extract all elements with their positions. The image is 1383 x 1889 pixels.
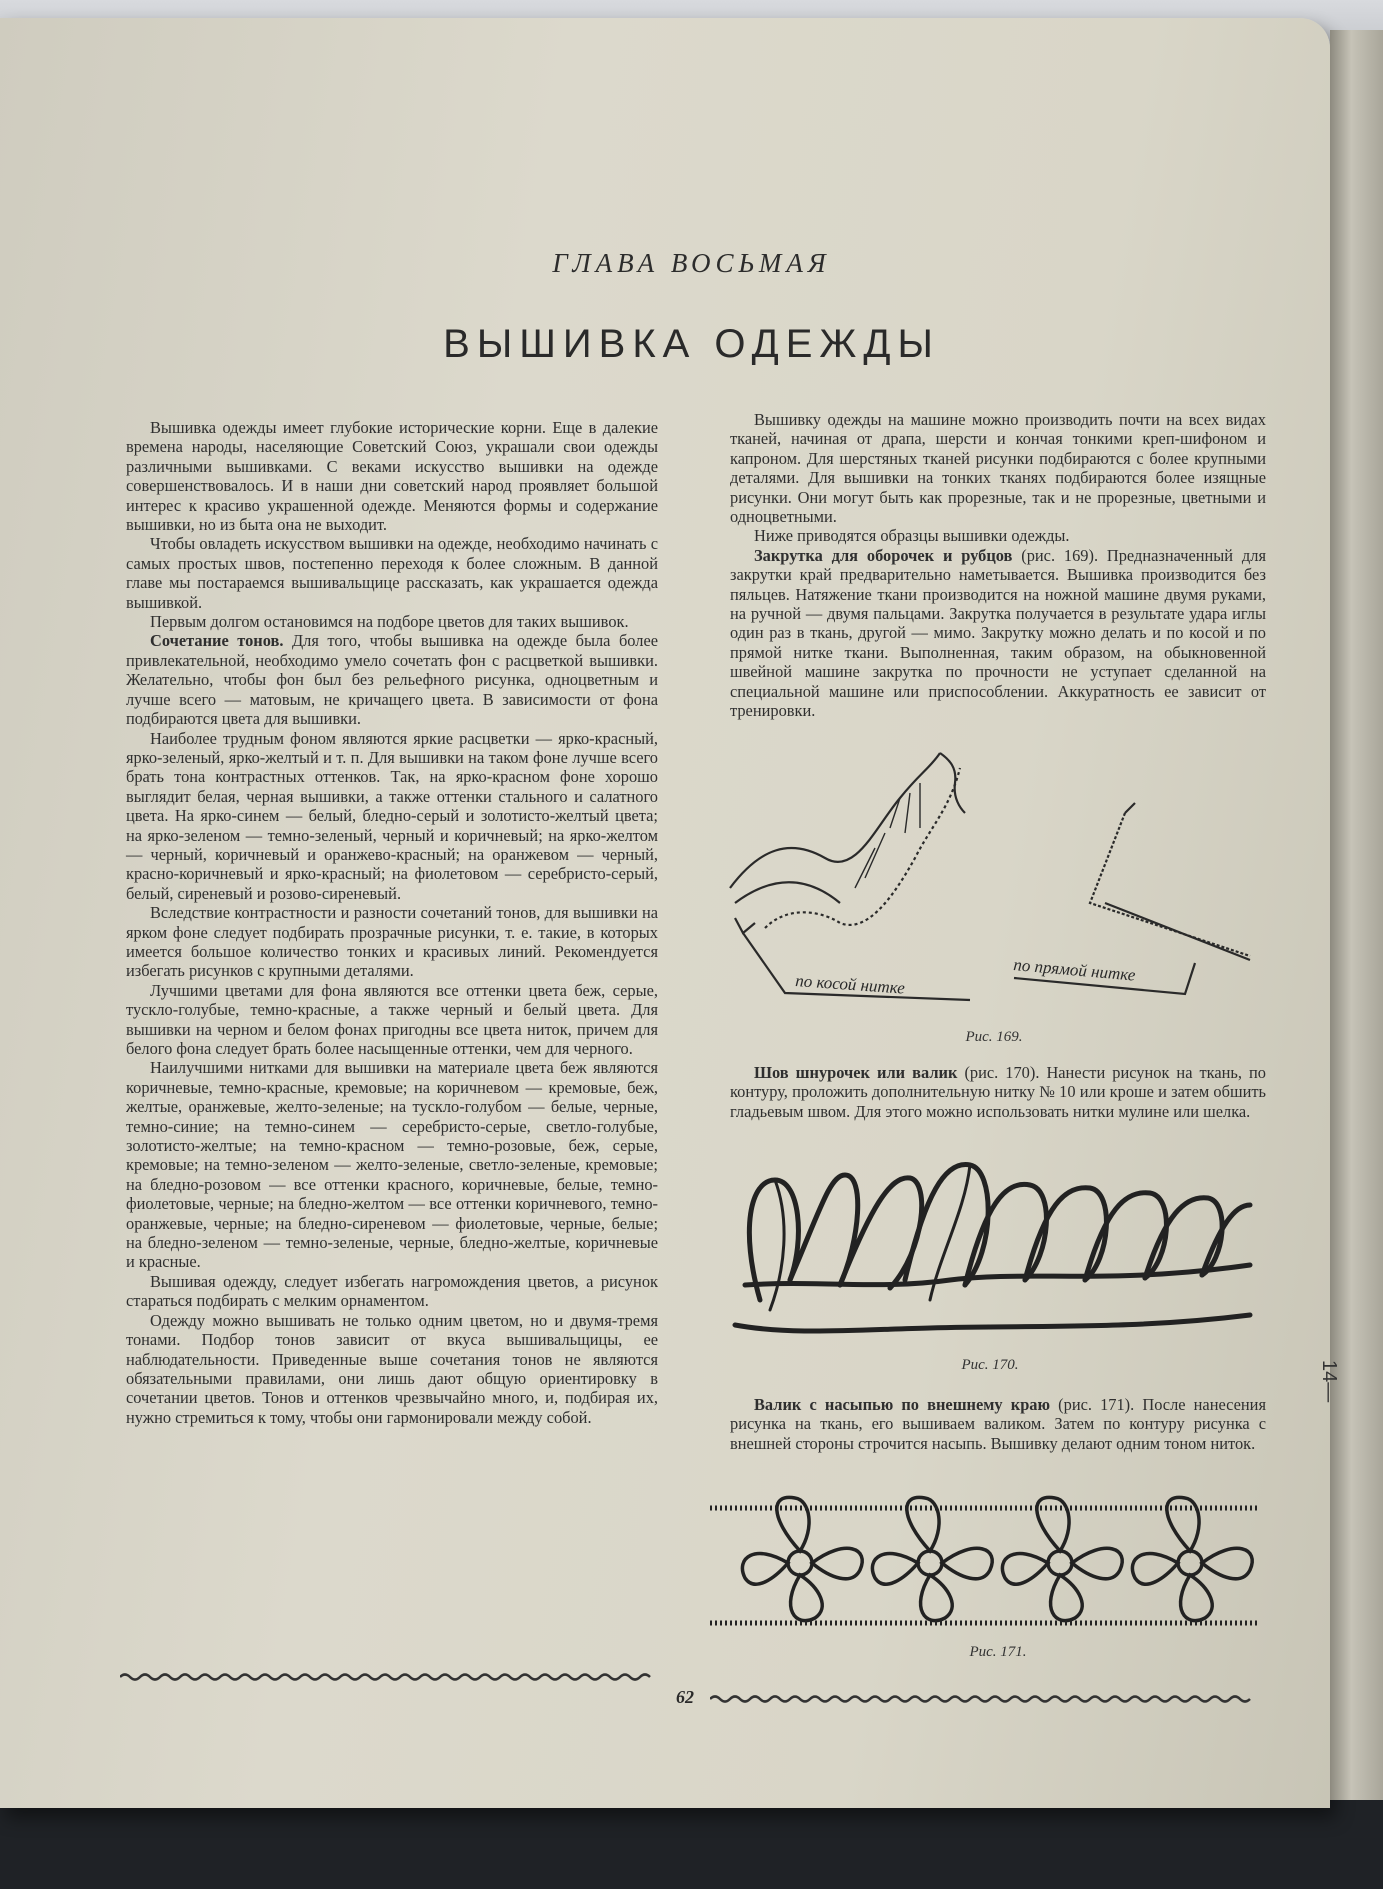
paragraph: Наиболее трудным фоном являются яркие расцветки — ярко-красный, ярко-зеленый, ярко-желтый и т. п. Для вышивки на таком фоне лучше всего брать тона контрастных оттенков. Так, на ярко-красном фоне хорошо выглядит белая, черная вышивки, а также оттенки стального и салатного цвета. На ярко-синем — белый, бледно-серый и золотисто-желтый цвета; на ярко-зеленом — темно-зеленый, черный и коричневый; на ярко-желтом — черный, коричневый и оранжево-красный; на оранжевом — черный, красно-коричневый и ярко-красный; на фиолетовом — серебристо-серый, белый, сиреневый и розово-сиреневый.	[126, 728, 658, 903]
paragraph	[730, 1063, 1266, 1121]
paragraph: Первым долгом остановимся на подборе цветов для таких вышивок.	[150, 612, 629, 632]
figure-171-caption: Рис. 171.	[969, 1644, 1027, 1660]
paragraph: Вышивая одежду, следует избегать нагромождения цветов, а рисунок стараться подбирать с мелким орнаментом.	[126, 1271, 658, 1311]
right-column-mid	[730, 1063, 1266, 1121]
figure-171-illustration	[700, 1478, 1270, 1638]
next-page-edge	[1330, 30, 1383, 1800]
cord-baseline	[745, 1265, 1250, 1285]
straight-grain-stitching	[1090, 813, 1250, 956]
paragraph	[730, 1395, 1266, 1453]
flower-motif	[872, 1497, 992, 1620]
page-title: ВЫШИВКА ОДЕЖДЫ	[443, 322, 940, 366]
paragraph: Вследствие контрастности и разности сочетаний тонов, для вышивки на ярком фоне следует подбирать прозрачные рисунки, т. е. такие, в которых имеется большое количество тонких и красивых линий. Рекомендуется избегать рисунков с крупными деталями.	[126, 903, 658, 981]
figure-170-caption: Рис. 170.	[961, 1357, 1019, 1373]
left-column	[126, 418, 658, 1427]
paragraph-text: (рис. 170). Нанести рисунок на ткань, по контуру, проложить дополнительную нитку № 10 или крошe и затем обшить гладьевым швом. Для этого можно использовать нитки мулине или шелка.	[730, 1063, 1267, 1121]
page-number: 62	[676, 1687, 694, 1707]
paragraph	[730, 546, 1266, 721]
right-column-bottom	[730, 1395, 1266, 1453]
paragraph: Чтобы овладеть искусством вышивки на одежде, необходимо начинать с самых простых швов, постепенно переходя к более сложным. В данной главе мы постараемся вышивальщице рассказать, как украшается одежда вышивкой.	[126, 534, 658, 612]
section-heading: Валик с насыпью по внешнему краю	[754, 1395, 1051, 1414]
flower-motif	[742, 1497, 862, 1620]
paragraph: Вышивка одежды имеет глубокие исторические корни. Еще в далекие времена народы, населяющие Советский Союз, украшали свои одежды различными вышивками. С веками искусство вышивки на одежде совершенствовалось. И в наши дни советский народ проявляет большой интерес к красиво украшенной одежде. Меняются формы и содержание вышивки, но из быта она не выходит.	[126, 418, 658, 535]
edge-page-number: 14—	[1318, 1360, 1340, 1403]
bias-thread-label: по косой нитке	[794, 971, 906, 998]
cord-bottom-line	[735, 1315, 1250, 1331]
chapter-label: ГЛАВА ВОСЬМАЯ	[552, 248, 831, 278]
figure-170-illustration	[730, 1150, 1260, 1350]
section-heading: Закрутка для оборочек и рубцов	[754, 545, 1013, 565]
paragraph: Лучшими цветами для фона являются все оттенки цвета беж, серые, тускло-голубые, темно-красные, а также черный и белый цвета. Для вышивки на черном и белом фонах пригодны все цвета ниток, причем для белого фона следует брать более насыщенные оттенки, чем для черного.	[126, 980, 658, 1058]
paragraph: Ниже приводятся образцы вышивки одежды.	[754, 526, 1070, 546]
section-heading: Шов шнурочек или валик	[754, 1063, 958, 1082]
paragraph: Вышивку одежды на машине можно производить почти на всех видах тканей, начиная от драпа, шерсти и кончая тонкими креп-шифоном и капроном. Для шерстяных тканей рисунки подбираются с более крупными деталями. Для вышивки на тонких тканях подбираются более изящные рисунки. Они могут быть как прорезные, так и не прорезные, цветными и одноцветными.	[730, 410, 1266, 527]
paragraph	[126, 631, 658, 728]
section-heading: Сочетание тонов.	[150, 631, 284, 651]
paragraph: Наилучшими нитками для вышивки на материале цвета беж являются коричневые, темно-красные, кремовые; на коричневом — кремовые, беж, желтые, оранжевые, желто-зеленые; на тускло-голубом — белые, черные, темно-синие; на темно-синем — серебристо-серые, светло-голубые, золотисто-желтые; на темно-красном — темно-розовые, беж, серые, кремовые; на темно-зеленом — желто-зеленые, светло-зеленые, кремовые; на бледно-розовом — все оттенки красного, коричневые, белые, темно-фиолетовые, черные; на бледно-желтом — все оттенки коричневого, темно-оранжевые, черные; на бледно-сиреневом — фиолетовые, черные, белые; на бледно-зеленом — темно-зеленые, черные, бледно-желтые, коричневые и красные.	[126, 1058, 658, 1272]
paragraph-text: Для того, чтобы вышивка на одежде была более привлекательной, необходимо умело сочетать фон с расцветкой вышивки. Желательно, чтобы фон был без рельефного рисунка, одноцветным и лучше всего — матовым, не кричащего цвета. В зависимости от фона подбираются цвета для вышивки.	[126, 631, 659, 729]
paragraph-text: (рис. 169). Предназначенный для закрутки край предварительно наметывается. Вышивка производится без пяльцев. Натяжение ткани производится на ножной машине двумя руками, на ручной — двумя пальцами. Закрутка получается в результате удара иглы один раз в ткань, другой — мимо. Закрутку можно делать и по косой и по прямой нитке ткани. Выполненная, таким образом, на обыкновенной швейной машине закрутка по прочности не уступает сделанной на специальной машине или приспособлении. Аккуратность ее зависит от тренировки.	[730, 545, 1266, 721]
footer-rule-left	[120, 1670, 660, 1684]
flower-motif	[1002, 1497, 1122, 1620]
figure-169-caption: Рис. 169.	[965, 1029, 1023, 1045]
footer-rule-right	[710, 1692, 1255, 1706]
straight-thread-label: по прямой нитке	[1012, 955, 1137, 985]
paragraph: Одежду можно вышивать не только одним цветом, но и двумя-тремя тонами. Подбор тонов зависит от вкуса вышивальщицы, ее наблюдательности. Приведенные выше сочетания тонов не являются обязательными правилами, они лишь дают общую ориентировку в сочетании цветов. Тонов и оттенков чрезвычайно много, и, подбирая их, нужно стремиться к тому, чтобы они гармонировали между собой.	[126, 1310, 658, 1427]
flower-motif	[1132, 1497, 1252, 1620]
paragraph-text: (рис. 171). После нанесения рисунка на ткань, его вышиваем валиком. Затем по контуру рисунка с внешней стороны строчится насыпь. Вышивку делают одним тоном ниток.	[730, 1395, 1266, 1453]
figure-169-illustration	[715, 738, 1275, 1018]
right-column-top	[730, 410, 1266, 721]
